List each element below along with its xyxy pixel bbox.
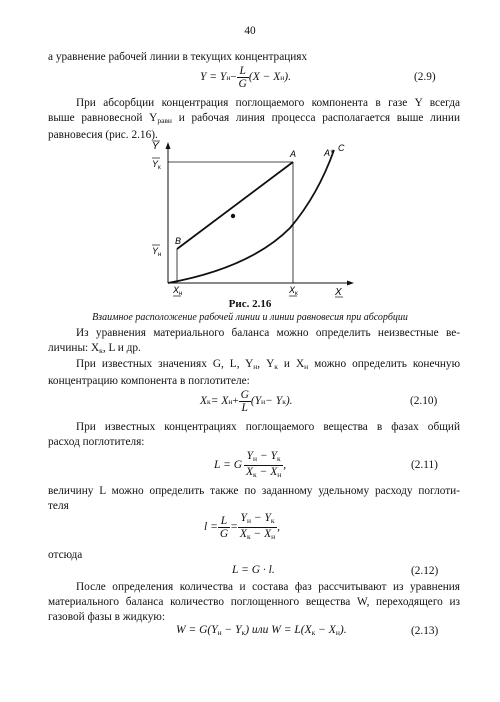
paragraph-after-determination: После определения количества и состава фаз рассчитывают из уравнения материального баланса количество поглощенного вещества W, переходящего из газовой фазы в жидкую: [48,581,460,623]
xk-label: $X_к$ [289,285,298,297]
paragraph-known-concentrations: При известных концентрациях поглощаемого вещества в фазах общий расход поглотителя: [48,421,460,448]
equation-2-10: X к = X н + $\frac{G}{L}$ (Y н − Y к ). [200,388,293,414]
paragraph-known-values: При известных значениях G, L, $Y_н$, $Y_к$ и $X_н$ можно определить конечную концентрацию компонента в поглотителе: [48,358,461,387]
point-a-star-label: A* [324,148,334,158]
y-axis-arrow [166,142,171,149]
equation-number-2-9: (2.9) [414,71,436,83]
equation-specific-consumption: l = $\frac{L}{G}$ = $\frac{Y_н - Y_к}{X_к - X_н}$ , [204,511,281,541]
figure-caption-title: Рис. 2.16 [228,298,272,310]
equation-2-12: L = G · l. [232,564,275,576]
paragraph-hence: отсюда [48,549,83,561]
figure-caption-text: Взаимное расположение рабочей линии и линии равновесия при абсорбции [92,312,408,323]
point-c-label: C [338,143,345,153]
x-axis-arrow [347,281,354,286]
figure-2-16 [150,140,360,298]
point-a-label: A [290,149,297,159]
x-axis-label: X [335,287,342,298]
yn-label: $Y_н$ [152,246,162,258]
equilibrium-curve [168,150,334,283]
operating-line [177,162,293,249]
equation-number-2-11: (2.11) [411,459,438,471]
paragraph-absorption: При абсорбции концентрация поглощаемого компонента в газе Y всегда выше равновесной $Y_{равн}$ и рабочая линия процесса располагается выше линии равновесия (рис. 2.16). [48,97,461,141]
equation-2-13: $W = G(Y_н - Y_к)$ или $W = L(X_к - X_н)$. [176,624,347,637]
equation-number-2-10: (2.10) [410,395,438,407]
point-b-label: B [175,236,182,246]
equation-2-11: L = G $\frac{Y_н - Y_к}{X_к - X_н}$ , [214,449,287,479]
paragraph-intro: а уравнение рабочей линии в текущих концентрациях [48,51,308,63]
page-number: 40 [244,25,256,37]
equation-number-2-13: (2.13) [411,625,439,637]
equation-2-9: Y = Y н − $\frac{L}{G}$ (X − X н ). [200,64,291,90]
operating-line-marker [231,214,235,218]
paragraph-specific-consumption: величину L можно определить также по заданному удельному расходу поглоти- теля [48,485,460,512]
yk-label: $Y_к$ [152,159,161,171]
paragraph-balance: Из уравнения материального баланса можно определить неизвестные ве- личины: $X_к$, L и др. [48,327,460,355]
equation-number-2-12: (2.12) [411,565,439,577]
xn-label: $X_н$ [173,285,183,297]
y-axis-label: Y [152,141,159,152]
